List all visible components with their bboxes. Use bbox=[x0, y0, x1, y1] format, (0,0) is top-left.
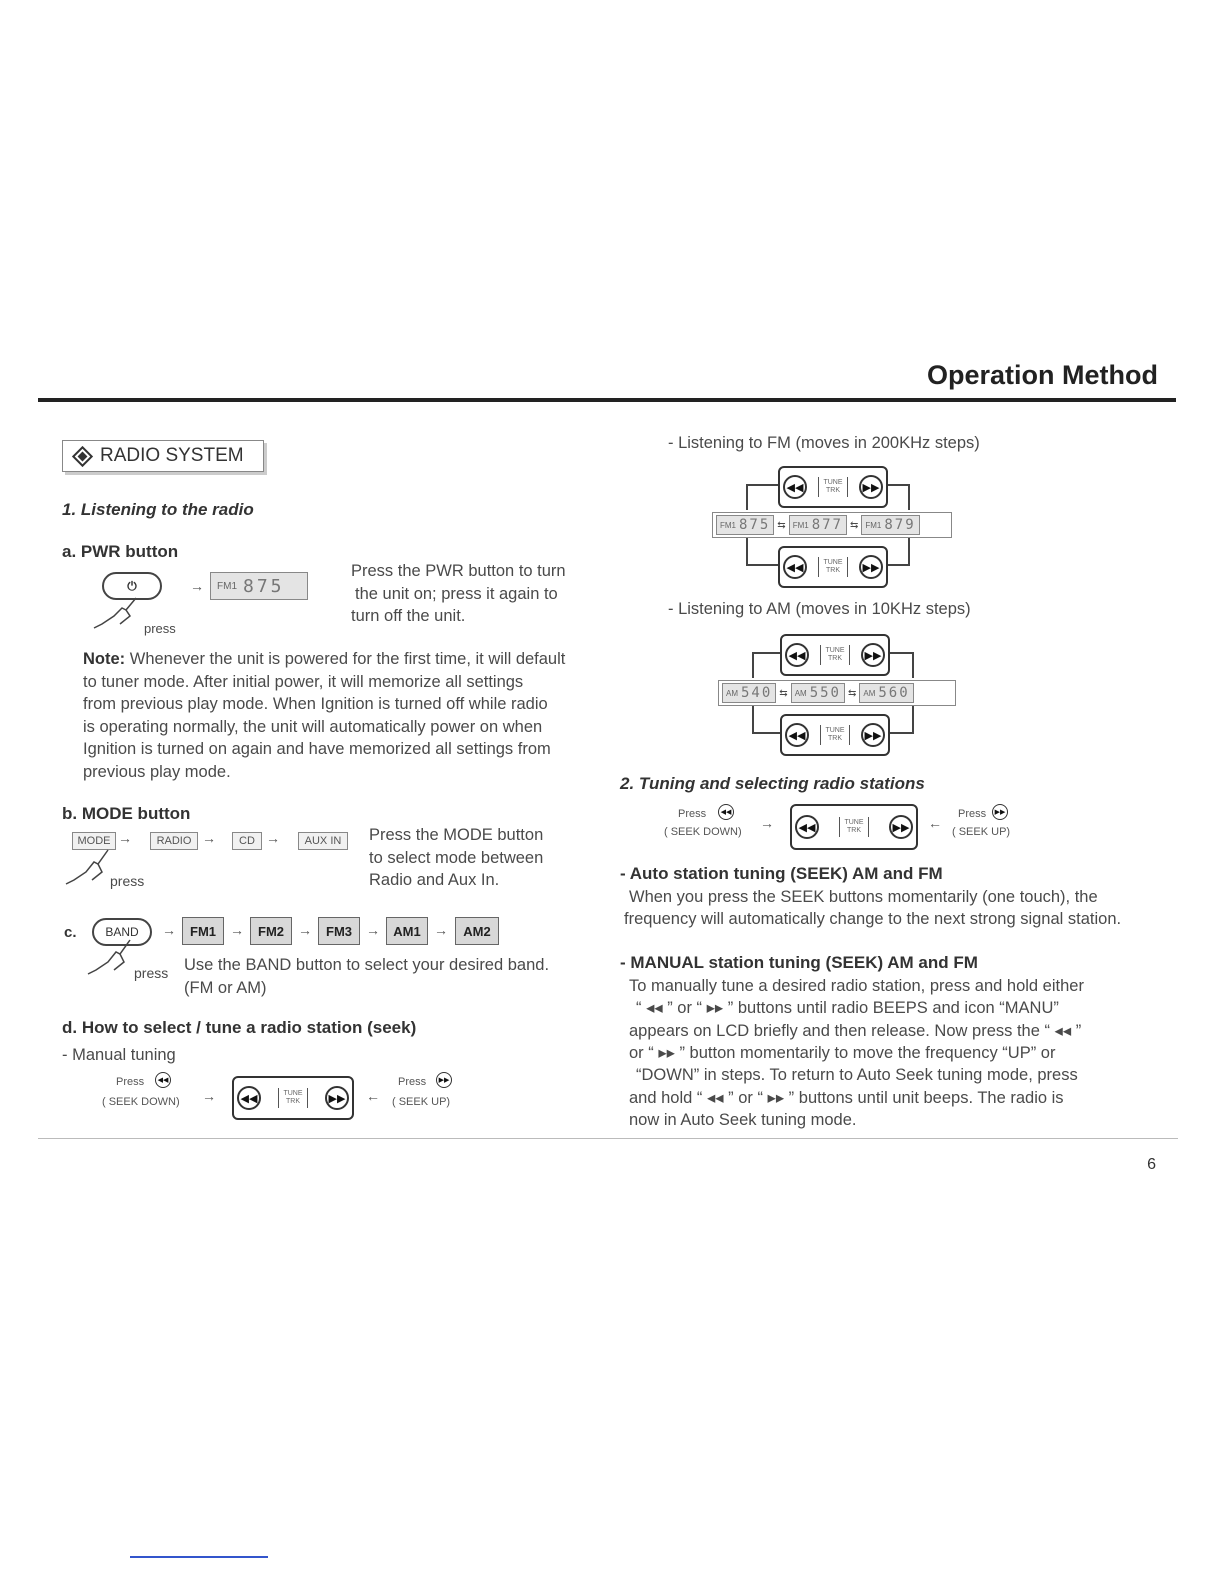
bottom-accent-line bbox=[130, 1556, 268, 1558]
arrow-icon: → bbox=[202, 1088, 216, 1104]
pwr-heading: a. PWR button bbox=[62, 542, 179, 561]
page-number: 6 bbox=[1147, 1156, 1156, 1173]
seek-down-button[interactable]: ◀◀ bbox=[783, 555, 807, 579]
band-fm3: FM3 bbox=[318, 917, 360, 945]
connector-line bbox=[746, 484, 782, 486]
note-line-4: is operating normally, the unit will automatically power on when bbox=[83, 718, 543, 736]
mode-aux: AUX IN bbox=[298, 832, 348, 850]
tune-trk-control bbox=[232, 1076, 354, 1120]
tune-trk-label: TUNE TRK bbox=[818, 557, 847, 577]
seek-down-label: ( SEEK DOWN) bbox=[664, 826, 742, 838]
fm-bottom-control bbox=[778, 546, 888, 588]
fm-lcd-1: FM1 875 bbox=[716, 515, 774, 535]
fm-title: - Listening to FM (moves in 200KHz steps) bbox=[668, 434, 980, 452]
section-label-box bbox=[62, 440, 264, 472]
tune-trk-label: TUNE TRK bbox=[818, 477, 847, 497]
manual-heading: - MANUAL station tuning (SEEK) AM and FM bbox=[620, 953, 978, 972]
lcd-tag: FM1 bbox=[217, 580, 237, 592]
band-fm2: FM2 bbox=[250, 917, 292, 945]
hand-press-icon bbox=[64, 848, 114, 888]
auto-line-1: When you press the SEEK buttons momentarily (one touch), the bbox=[629, 888, 1098, 906]
seek-down-button[interactable]: ◀◀ bbox=[237, 1086, 261, 1110]
arrow-icon: → bbox=[230, 922, 244, 938]
arrow-icon: → bbox=[190, 578, 204, 594]
connector-line bbox=[746, 564, 782, 566]
hand-press-icon bbox=[86, 938, 136, 978]
arrow-icon: ← bbox=[928, 815, 942, 831]
tune-trk-label: TUNE TRK bbox=[278, 1088, 307, 1108]
mode-cd: CD bbox=[232, 832, 262, 850]
connector-line bbox=[752, 652, 754, 678]
mode-heading: b. MODE button bbox=[62, 804, 191, 823]
press-label: Press bbox=[678, 808, 707, 820]
band-press-label: press bbox=[134, 965, 169, 981]
note-line-3: from previous play mode. When Ignition is turned off while radio bbox=[83, 695, 548, 713]
connector-line bbox=[746, 484, 748, 510]
mode-desc-1: Press the MODE button bbox=[369, 826, 544, 844]
step-arrows-icon: ⇆ bbox=[777, 519, 786, 531]
press-label: Press bbox=[116, 1076, 145, 1088]
connector-line bbox=[752, 706, 754, 734]
mode-button[interactable]: MODE bbox=[72, 832, 116, 850]
manual-line-1: To manually tune a desired radio station, press and hold either bbox=[629, 977, 1084, 995]
seek-down-button[interactable]: ◀◀ bbox=[783, 475, 807, 499]
mode-press-label: press bbox=[110, 873, 145, 889]
footer-rule bbox=[38, 1138, 1178, 1139]
page-title: Operation Method bbox=[927, 360, 1158, 390]
am-lcd-2: AM 550 bbox=[791, 683, 845, 703]
header-rule bbox=[38, 398, 1176, 402]
band-desc-1: Use the BAND button to select your desired band. bbox=[184, 956, 550, 974]
mode-radio: RADIO bbox=[150, 832, 198, 850]
fm-lcd-2: FM1 877 bbox=[789, 515, 847, 535]
step-arrows-icon: ⇆ bbox=[779, 687, 788, 699]
note-label: Note: bbox=[83, 650, 126, 668]
manual-line-2: “ ◂◂ ” or “ ▸▸ ” buttons until radio BEEPS and icon “MANU” bbox=[636, 999, 1059, 1017]
am-lcd-1: AM 540 bbox=[722, 683, 776, 703]
connector-line bbox=[908, 538, 910, 566]
listening-heading: 1. Listening to the radio bbox=[62, 500, 254, 519]
seek-up-button[interactable]: ▶▶ bbox=[861, 723, 885, 747]
seek-up-button[interactable]: ▶▶ bbox=[861, 643, 885, 667]
note-line-1 bbox=[83, 648, 565, 671]
mode-desc-3: Radio and Aux In. bbox=[369, 871, 500, 889]
band-fm1: FM1 bbox=[182, 917, 224, 945]
manual-line-3: appears on LCD briefly and then release. Now press the “ ◂◂ ” bbox=[629, 1022, 1082, 1040]
arrow-icon: → bbox=[760, 815, 774, 831]
section-label: RADIO SYSTEM bbox=[100, 445, 244, 466]
fm-top-control bbox=[778, 466, 888, 508]
am-frequency-strip bbox=[718, 680, 956, 706]
am-title: - Listening to AM (moves in 10KHz steps) bbox=[668, 600, 971, 618]
tuning-control bbox=[790, 804, 918, 850]
seek-up-button[interactable]: ▶▶ bbox=[859, 475, 883, 499]
note-line-2: to tuner mode. After initial power, it will memorize all settings bbox=[83, 673, 524, 691]
tuning-heading: 2. Tuning and selecting radio stations bbox=[620, 774, 925, 793]
seek-down-button[interactable]: ◀◀ bbox=[785, 643, 809, 667]
pwr-lcd bbox=[210, 572, 308, 600]
fm-frequency-strip bbox=[712, 512, 952, 538]
rewind-icon: ◀◀ bbox=[155, 1072, 171, 1088]
pwr-press-label: press bbox=[144, 621, 176, 636]
fast-forward-icon: ▶▶ bbox=[436, 1072, 452, 1088]
am-bottom-control bbox=[780, 714, 890, 756]
manual-line-7: now in Auto Seek tuning mode. bbox=[629, 1111, 857, 1129]
diamond-icon bbox=[72, 445, 93, 466]
lcd-value: 875 bbox=[243, 575, 285, 597]
step-arrows-icon: ⇆ bbox=[847, 687, 857, 699]
seek-up-label: ( SEEK UP) bbox=[392, 1096, 451, 1108]
step-arrows-icon: ⇆ bbox=[849, 519, 859, 531]
fm-lcd-3: FM1 879 bbox=[861, 515, 919, 535]
seek-up-button[interactable]: ▶▶ bbox=[889, 815, 913, 839]
manual-line-4: or “ ▸▸ ” button momentarily to move the frequency “UP” or bbox=[629, 1044, 1056, 1062]
connector-line bbox=[912, 706, 914, 734]
am-lcd-3: AM 560 bbox=[859, 683, 913, 703]
manual-line-5: “DOWN” in steps. To return to Auto Seek tuning mode, press bbox=[636, 1066, 1078, 1084]
hand-press-icon bbox=[92, 594, 142, 632]
tune-trk-label: TUNE TRK bbox=[820, 645, 849, 665]
press-label: Press bbox=[398, 1076, 427, 1088]
seek-up-label: ( SEEK UP) bbox=[952, 826, 1011, 838]
connector-line bbox=[912, 652, 914, 678]
mode-desc-2: to select mode between bbox=[369, 849, 544, 867]
seek-down-button[interactable]: ◀◀ bbox=[785, 723, 809, 747]
band-prefix: c. bbox=[64, 924, 77, 941]
arrow-icon: → bbox=[162, 922, 176, 938]
seek-up-button[interactable]: ▶▶ bbox=[859, 555, 883, 579]
seek-heading: d. How to select / tune a radio station (seek) bbox=[62, 1018, 417, 1037]
power-icon: ⏻ bbox=[127, 578, 137, 593]
am-top-control bbox=[780, 634, 890, 676]
auto-line-2: frequency will automatically change to the next strong signal station. bbox=[624, 910, 1122, 928]
seek-up-button[interactable]: ▶▶ bbox=[325, 1086, 349, 1110]
band-am2: AM2 bbox=[455, 917, 499, 945]
tune-trk-label: TUNE TRK bbox=[839, 817, 868, 837]
seek-down-label: ( SEEK DOWN) bbox=[102, 1096, 180, 1108]
connector-line bbox=[746, 538, 748, 566]
note-line-5: Ignition is turned on again and have memorized all settings from bbox=[83, 740, 551, 758]
pwr-desc-1: Press the PWR button to turn bbox=[351, 562, 566, 580]
manual-line-6: and hold “ ◂◂ ” or “ ▸▸ ” buttons until unit beeps. The radio is bbox=[629, 1089, 1064, 1107]
pwr-desc-3: turn off the unit. bbox=[351, 607, 466, 625]
note-line-6: previous play mode. bbox=[83, 763, 231, 781]
tune-trk-label: TUNE TRK bbox=[820, 725, 849, 745]
manual-tuning-label: - Manual tuning bbox=[62, 1046, 176, 1064]
rewind-icon: ◀◀ bbox=[718, 804, 734, 820]
fast-forward-icon: ▶▶ bbox=[992, 804, 1008, 820]
arrow-icon: → bbox=[266, 830, 280, 846]
auto-heading: - Auto station tuning (SEEK) AM and FM bbox=[620, 864, 943, 883]
arrow-icon: → bbox=[434, 922, 448, 938]
press-label: Press bbox=[958, 808, 987, 820]
band-desc-2: (FM or AM) bbox=[184, 979, 267, 997]
arrow-icon: → bbox=[202, 830, 216, 846]
arrow-icon: ← bbox=[366, 1088, 380, 1104]
arrow-icon: → bbox=[118, 830, 132, 846]
connector-line bbox=[908, 484, 910, 510]
band-button[interactable]: BAND bbox=[92, 918, 152, 946]
note-text-1: Whenever the unit is powered for the first time, it will default bbox=[125, 650, 566, 668]
seek-down-button[interactable]: ◀◀ bbox=[795, 815, 819, 839]
band-am1: AM1 bbox=[386, 917, 428, 945]
pwr-desc-2: the unit on; press it again to bbox=[355, 585, 558, 603]
arrow-icon: → bbox=[298, 922, 312, 938]
arrow-icon: → bbox=[366, 922, 380, 938]
